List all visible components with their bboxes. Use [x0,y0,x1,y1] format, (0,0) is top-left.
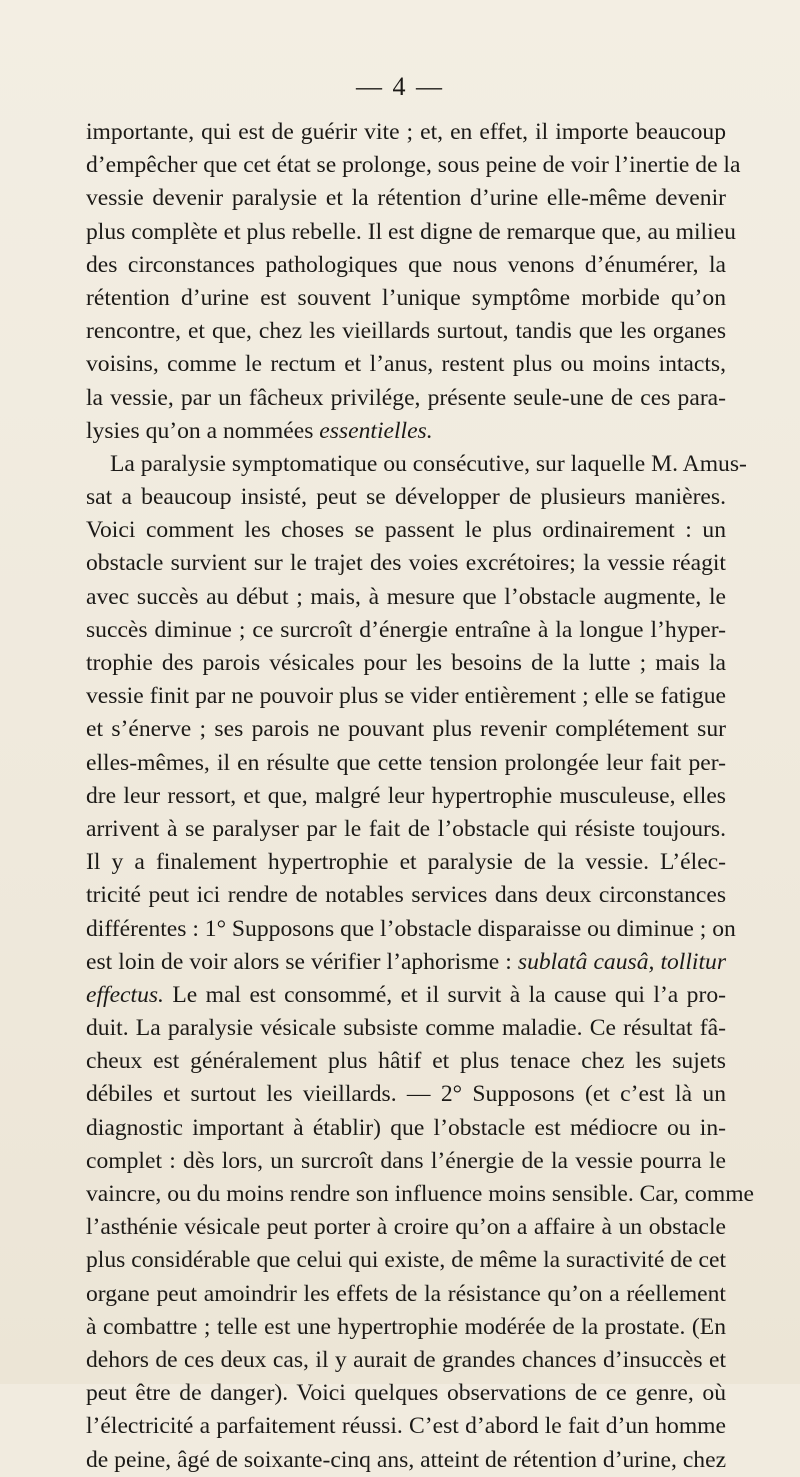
text-line: diagnostic important à établir) que l’obstacle est médiocre ou in- [86,1114,726,1141]
text-segment: est loin de voir alors se vérifier l’aphorisme : [86,948,518,975]
text-line: l’asthénie vésicale peut porter à croire qu’on a affaire à un obstacle [86,1214,726,1241]
italic-term: effectus. [86,981,164,1008]
page-number: — 4 — [356,72,444,101]
text-line: arrivent à se paralyser par le fait de l’obstacle qui résiste toujours. [86,815,726,842]
text-line: vaincre, ou du moins rendre son influence moins sensible. Car, comme [86,1181,755,1207]
text-line: la vessie, par un fâcheux privilége, présente seule-une de ces para- [86,384,726,411]
text-line: de peine, âgé de soixante-cinq ans, atteint de rétention d’urine, chez [86,1446,727,1473]
text-line: et s’énerve ; ses parois ne pouvant plus revenir complétement sur [86,716,726,743]
text-line: elles-mêmes, il en résulte que cette tension prolongée leur fait per- [86,749,726,776]
text-line: dre leur ressort, et que, malgré leur hypertrophie musculeuse, elles [86,782,726,809]
text-line: plus complète et plus rebelle. Il est digne de remarque que, au milieu [86,218,736,245]
text-line: importante, qui est de guérir vite ; et, en effet, il importe beaucoup [86,119,726,145]
text-line: trophie des parois vésicales pour les besoins de la lutte ; mais la [86,650,726,676]
text-line [86,415,726,448]
text-line: peut être de danger). Voici quelques observations de ce genre, où [86,1380,726,1407]
text-line: vessie finit par ne pouvoir plus se vider entièrement ; elle se fatigue [86,683,726,710]
text-line: Voici comment les choses se passent le plus ordinairement : un [86,517,726,544]
text-line [86,979,726,1012]
text-line: organe peut amoindrir les effets de la résistance qu’on a réellement [86,1280,726,1307]
text-line: rencontre, et que, chez les vieillards surtout, tandis que les organes [86,318,726,345]
text-line: sat a beaucoup insisté, peut se développer de plusieurs manières. [86,484,726,511]
text-line: Il y a finalement hypertrophie et paralysie de la vessie. L’élec- [86,849,726,876]
text-line: obstacle survient sur le trajet des voies excrétoires; la vessie réagit [86,550,726,577]
text-line: tricité peut ici rendre de notables services dans deux circonstances [86,882,726,909]
text-segment: Le mal est consommé, et il survit à la cause qui l’a pro- [163,981,726,1008]
text-line: succès diminue ; ce surcroît d’énergie entraîne à la longue l’hyper- [86,616,726,643]
text-line: duit. La paralysie vésicale subsiste comme maladie. Ce résultat fâ- [86,1015,726,1042]
text-line: La paralysie symptomatique ou consécutive, sur laquelle M. Amus- [110,450,747,477]
text-line: rétention d’urine est souvent l’unique symptôme morbide qu’on [86,284,726,311]
italic-term: sublatâ causâ, tollitur [517,948,726,975]
text-line: complet : dès lors, un surcroît dans l’énergie de la vessie pourra le [86,1147,726,1174]
text-line: avec succès au début ; mais, à mesure que l’obstacle augmente, le [86,583,726,610]
italic-term: essentielles. [319,417,433,444]
text-line: plus considérable que celui qui existe, de même la suractivité de cet [86,1247,726,1274]
body-text [86,116,755,1477]
text-line: des circonstances pathologiques que nous venons d’énumérer, la [86,251,726,278]
text-line: différentes : 1° Supposons que l’obstacle disparaisse ou diminue ; on [86,915,736,942]
text-line: vessie devenir paralysie et la rétention d’urine elle-même devenir [86,185,726,212]
text-line: à combattre ; telle est une hypertrophie modérée de la prostate. (En [86,1313,726,1340]
text-line [86,946,726,979]
text-line: l’électricité a parfaitement réussi. C’est d’abord le fait d’un homme [86,1413,726,1440]
text-line: débiles et surtout les vieillards. — 2° Supposons (et c’est là un [86,1081,726,1108]
text-line: dehors de ces deux cas, il y aurait de grandes chances d’insuccès et [86,1346,726,1373]
text-line: voisins, comme le rectum et l’anus, restent plus ou moins intacts, [86,351,726,378]
text-line: d’empêcher que cet état se prolonge, sous peine de voir l’inertie de la [86,152,741,179]
text-segment: lysies qu’on a nommées [86,417,320,444]
text-line: cheux est généralement plus hâtif et plus tenace chez les sujets [86,1048,726,1075]
